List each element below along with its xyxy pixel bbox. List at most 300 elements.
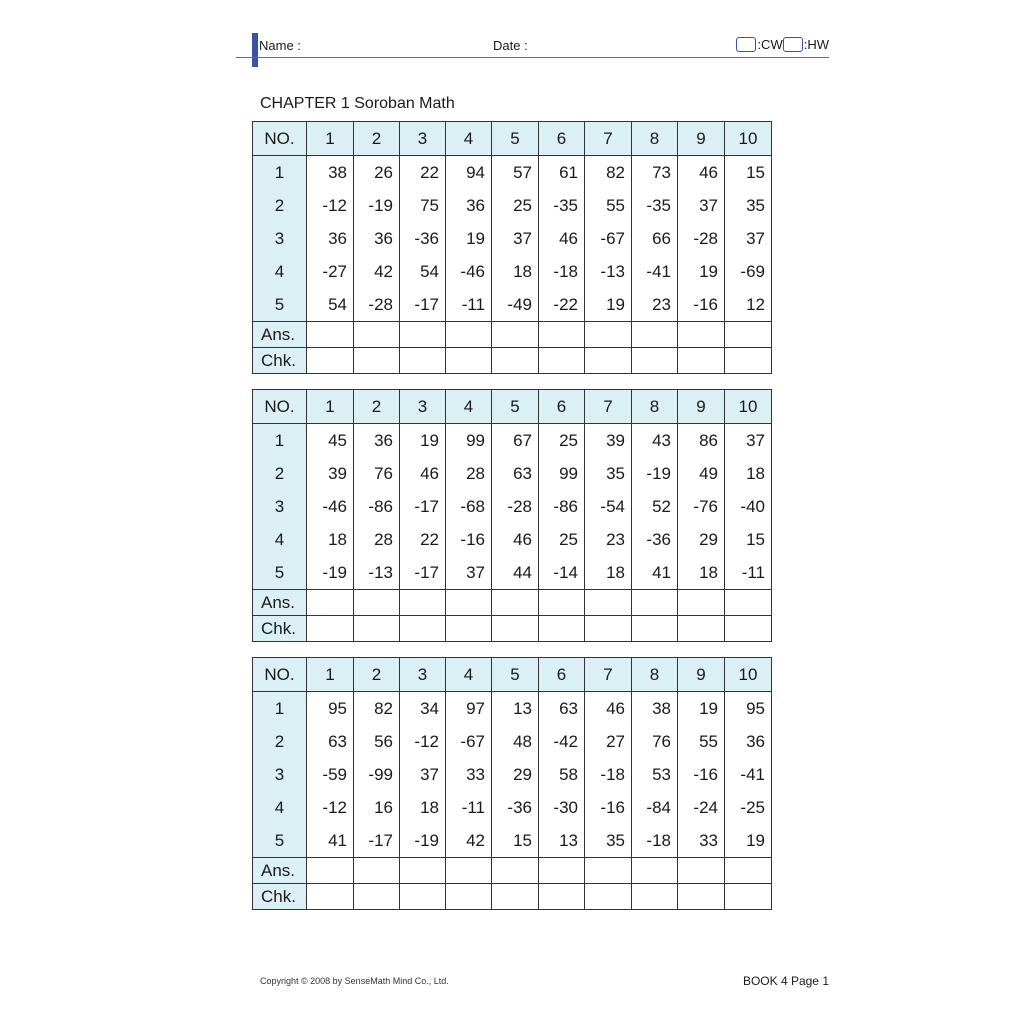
check-entry-cell[interactable]	[585, 884, 632, 910]
table-row	[253, 758, 772, 791]
value-cell: 41	[307, 824, 354, 858]
answer-entry-cell[interactable]	[585, 858, 632, 884]
header-rule	[236, 57, 829, 58]
answer-row	[253, 858, 772, 884]
check-entry-cell[interactable]	[307, 616, 354, 642]
column-header-cell: 6	[539, 122, 585, 156]
hw-checkbox[interactable]	[783, 37, 803, 52]
column-header-cell: 3	[400, 122, 446, 156]
value-cell: 58	[539, 758, 585, 791]
answer-entry-cell[interactable]	[307, 858, 354, 884]
hw-label: :HW	[803, 37, 829, 52]
value-cell: 63	[539, 692, 585, 726]
value-cell: 19	[446, 222, 492, 255]
table-row	[253, 288, 772, 322]
value-cell: 35	[585, 457, 632, 490]
check-entry-cell[interactable]	[354, 348, 400, 374]
row-number-cell: 2	[253, 189, 307, 222]
value-cell: -12	[400, 725, 446, 758]
value-cell: 23	[632, 288, 678, 322]
answer-entry-cell[interactable]	[632, 590, 678, 616]
value-cell: -42	[539, 725, 585, 758]
check-entry-cell[interactable]	[585, 616, 632, 642]
value-cell: 99	[539, 457, 585, 490]
chapter-title: CHAPTER 1 Soroban Math	[260, 95, 455, 112]
value-cell: 28	[446, 457, 492, 490]
value-cell: 18	[725, 457, 772, 490]
table-row	[253, 222, 772, 255]
answer-row	[253, 590, 772, 616]
answer-entry-cell[interactable]	[539, 590, 585, 616]
table-row	[253, 824, 772, 858]
answer-entry-cell[interactable]	[725, 858, 772, 884]
value-cell: -17	[400, 288, 446, 322]
value-cell: -28	[678, 222, 725, 255]
answer-entry-cell[interactable]	[725, 590, 772, 616]
value-cell: -18	[539, 255, 585, 288]
table-row	[253, 556, 772, 590]
check-entry-cell[interactable]	[446, 616, 492, 642]
column-header-cell: 3	[400, 390, 446, 424]
value-cell: 23	[585, 523, 632, 556]
table-row	[253, 490, 772, 523]
value-cell: 36	[725, 725, 772, 758]
value-cell: -13	[585, 255, 632, 288]
value-cell: -17	[354, 824, 400, 858]
row-number-cell: 5	[253, 288, 307, 322]
check-entry-cell[interactable]	[678, 884, 725, 910]
answer-entry-cell[interactable]	[446, 322, 492, 348]
check-entry-cell[interactable]	[400, 884, 446, 910]
value-cell: -46	[307, 490, 354, 523]
value-cell: 95	[307, 692, 354, 726]
answer-entry-cell[interactable]	[400, 858, 446, 884]
value-cell: 34	[400, 692, 446, 726]
answer-entry-cell[interactable]	[585, 590, 632, 616]
answer-entry-cell[interactable]	[446, 590, 492, 616]
column-header-cell: 8	[632, 122, 678, 156]
value-cell: 27	[585, 725, 632, 758]
value-cell: 18	[307, 523, 354, 556]
table-row	[253, 523, 772, 556]
column-header-cell: 7	[585, 122, 632, 156]
answer-entry-cell[interactable]	[725, 322, 772, 348]
column-header-cell: 5	[492, 122, 539, 156]
value-cell: 76	[354, 457, 400, 490]
value-cell: -12	[307, 189, 354, 222]
answer-entry-cell[interactable]	[492, 858, 539, 884]
value-cell: -41	[632, 255, 678, 288]
value-cell: -16	[585, 791, 632, 824]
table-row	[253, 424, 772, 458]
table-row	[253, 791, 772, 824]
check-entry-cell[interactable]	[725, 348, 772, 374]
header-accent-bar	[252, 33, 258, 67]
value-cell: -46	[446, 255, 492, 288]
check-entry-cell[interactable]	[632, 616, 678, 642]
table-header-row	[253, 390, 772, 424]
answer-entry-cell[interactable]	[678, 858, 725, 884]
value-cell: 42	[354, 255, 400, 288]
row-number-cell: 2	[253, 457, 307, 490]
table-row	[253, 189, 772, 222]
value-cell: 37	[725, 222, 772, 255]
check-entry-cell[interactable]	[492, 884, 539, 910]
answer-entry-cell[interactable]	[492, 322, 539, 348]
column-header-cell: 7	[585, 390, 632, 424]
column-header-cell: 10	[725, 390, 772, 424]
row-number-cell: 5	[253, 824, 307, 858]
value-cell: -36	[632, 523, 678, 556]
row-number-cell: 1	[253, 692, 307, 726]
table-row	[253, 692, 772, 726]
value-cell: 18	[400, 791, 446, 824]
check-entry-cell[interactable]	[400, 616, 446, 642]
value-cell: 97	[446, 692, 492, 726]
value-cell: 42	[446, 824, 492, 858]
row-number-cell: 2	[253, 725, 307, 758]
value-cell: -35	[539, 189, 585, 222]
value-cell: -19	[400, 824, 446, 858]
value-cell: -19	[307, 556, 354, 590]
value-cell: 39	[307, 457, 354, 490]
value-cell: -17	[400, 556, 446, 590]
check-row	[253, 616, 772, 642]
value-cell: 54	[400, 255, 446, 288]
column-header-cell: 6	[539, 390, 585, 424]
value-cell: 37	[446, 556, 492, 590]
answer-entry-cell[interactable]	[354, 322, 400, 348]
problem-table	[252, 657, 772, 910]
value-cell: -14	[539, 556, 585, 590]
answer-entry-cell[interactable]	[354, 858, 400, 884]
row-number-cell: 4	[253, 255, 307, 288]
value-cell: 95	[725, 692, 772, 726]
column-header-cell: 7	[585, 658, 632, 692]
check-entry-cell[interactable]	[492, 348, 539, 374]
check-entry-cell[interactable]	[725, 616, 772, 642]
name-label: Name :	[259, 38, 301, 53]
value-cell: -19	[632, 457, 678, 490]
check-row	[253, 884, 772, 910]
value-cell: -49	[492, 288, 539, 322]
value-cell: -17	[400, 490, 446, 523]
column-header-cell: 10	[725, 658, 772, 692]
value-cell: 22	[400, 523, 446, 556]
value-cell: -16	[678, 758, 725, 791]
value-cell: 53	[632, 758, 678, 791]
value-cell: 49	[678, 457, 725, 490]
value-cell: 15	[492, 824, 539, 858]
answer-entry-cell[interactable]	[354, 590, 400, 616]
column-header-cell: 4	[446, 122, 492, 156]
value-cell: -84	[632, 791, 678, 824]
answer-label-cell: Ans.	[253, 590, 307, 616]
value-cell: -28	[354, 288, 400, 322]
value-cell: -86	[354, 490, 400, 523]
value-cell: 94	[446, 156, 492, 190]
value-cell: -67	[585, 222, 632, 255]
value-cell: 46	[678, 156, 725, 190]
value-cell: 33	[678, 824, 725, 858]
row-number-cell: 3	[253, 222, 307, 255]
column-header-cell: 9	[678, 390, 725, 424]
page-header	[236, 33, 829, 58]
no-header-cell: NO.	[253, 658, 307, 692]
answer-entry-cell[interactable]	[400, 590, 446, 616]
column-header-cell: 2	[354, 122, 400, 156]
value-cell: 33	[446, 758, 492, 791]
value-cell: -59	[307, 758, 354, 791]
table-row	[253, 725, 772, 758]
table-row	[253, 255, 772, 288]
value-cell: 16	[354, 791, 400, 824]
check-entry-cell[interactable]	[632, 884, 678, 910]
value-cell: -76	[678, 490, 725, 523]
value-cell: 35	[725, 189, 772, 222]
value-cell: 19	[585, 288, 632, 322]
value-cell: -36	[492, 791, 539, 824]
value-cell: -22	[539, 288, 585, 322]
value-cell: -35	[632, 189, 678, 222]
value-cell: -69	[725, 255, 772, 288]
value-cell: -18	[632, 824, 678, 858]
value-cell: 76	[632, 725, 678, 758]
value-cell: 36	[307, 222, 354, 255]
value-cell: 38	[307, 156, 354, 190]
row-number-cell: 3	[253, 490, 307, 523]
value-cell: 73	[632, 156, 678, 190]
answer-entry-cell[interactable]	[632, 322, 678, 348]
answer-entry-cell[interactable]	[492, 590, 539, 616]
check-entry-cell[interactable]	[632, 348, 678, 374]
value-cell: 37	[725, 424, 772, 458]
check-label-cell: Chk.	[253, 616, 307, 642]
value-cell: 54	[307, 288, 354, 322]
value-cell: 19	[678, 255, 725, 288]
table-row	[253, 156, 772, 190]
check-label-cell: Chk.	[253, 348, 307, 374]
check-entry-cell[interactable]	[307, 348, 354, 374]
answer-entry-cell[interactable]	[585, 322, 632, 348]
value-cell: 19	[725, 824, 772, 858]
value-cell: 38	[632, 692, 678, 726]
check-entry-cell[interactable]	[400, 348, 446, 374]
problem-table	[252, 389, 772, 642]
no-header-cell: NO.	[253, 122, 307, 156]
value-cell: 48	[492, 725, 539, 758]
answer-entry-cell[interactable]	[539, 858, 585, 884]
value-cell: -16	[446, 523, 492, 556]
check-entry-cell[interactable]	[678, 348, 725, 374]
check-entry-cell[interactable]	[539, 884, 585, 910]
answer-label-cell: Ans.	[253, 858, 307, 884]
check-entry-cell[interactable]	[539, 348, 585, 374]
value-cell: -16	[678, 288, 725, 322]
value-cell: 86	[678, 424, 725, 458]
date-label: Date :	[493, 38, 528, 53]
answer-label-cell: Ans.	[253, 322, 307, 348]
copyright-text: Copyright © 2008 by SenseMath Mind Co., Ltd.	[260, 976, 449, 986]
column-header-cell: 1	[307, 658, 354, 692]
column-header-cell: 5	[492, 658, 539, 692]
value-cell: 67	[492, 424, 539, 458]
value-cell: -13	[354, 556, 400, 590]
value-cell: -12	[307, 791, 354, 824]
value-cell: 46	[400, 457, 446, 490]
value-cell: 25	[539, 424, 585, 458]
check-row	[253, 348, 772, 374]
column-header-cell: 4	[446, 390, 492, 424]
row-number-cell: 4	[253, 791, 307, 824]
value-cell: 29	[492, 758, 539, 791]
value-cell: 66	[632, 222, 678, 255]
value-cell: 35	[585, 824, 632, 858]
value-cell: 46	[492, 523, 539, 556]
column-header-cell: 4	[446, 658, 492, 692]
value-cell: 28	[354, 523, 400, 556]
check-entry-cell[interactable]	[354, 884, 400, 910]
row-number-cell: 1	[253, 424, 307, 458]
value-cell: 13	[539, 824, 585, 858]
answer-entry-cell[interactable]	[678, 322, 725, 348]
answer-entry-cell[interactable]	[678, 590, 725, 616]
check-entry-cell[interactable]	[725, 884, 772, 910]
value-cell: 45	[307, 424, 354, 458]
answer-entry-cell[interactable]	[632, 858, 678, 884]
column-header-cell: 2	[354, 390, 400, 424]
check-label-cell: Chk.	[253, 884, 307, 910]
value-cell: -36	[400, 222, 446, 255]
value-cell: 37	[492, 222, 539, 255]
value-cell: -54	[585, 490, 632, 523]
check-entry-cell[interactable]	[446, 348, 492, 374]
value-cell: 18	[585, 556, 632, 590]
value-cell: -41	[725, 758, 772, 791]
value-cell: 18	[492, 255, 539, 288]
value-cell: 55	[585, 189, 632, 222]
value-cell: 19	[678, 692, 725, 726]
cw-label: :CW	[757, 37, 783, 52]
check-entry-cell[interactable]	[539, 616, 585, 642]
value-cell: 63	[307, 725, 354, 758]
value-cell: 56	[354, 725, 400, 758]
column-header-cell: 6	[539, 658, 585, 692]
column-header-cell: 1	[307, 122, 354, 156]
check-entry-cell[interactable]	[585, 348, 632, 374]
table-header-row	[253, 658, 772, 692]
value-cell: 36	[354, 222, 400, 255]
no-header-cell: NO.	[253, 390, 307, 424]
value-cell: 12	[725, 288, 772, 322]
row-number-cell: 1	[253, 156, 307, 190]
value-cell: -19	[354, 189, 400, 222]
value-cell: 46	[539, 222, 585, 255]
table-row	[253, 457, 772, 490]
column-header-cell: 2	[354, 658, 400, 692]
value-cell: -30	[539, 791, 585, 824]
value-cell: -40	[725, 490, 772, 523]
column-header-cell: 10	[725, 122, 772, 156]
value-cell: 55	[678, 725, 725, 758]
answer-entry-cell[interactable]	[307, 322, 354, 348]
column-header-cell: 5	[492, 390, 539, 424]
value-cell: 57	[492, 156, 539, 190]
table-header-row	[253, 122, 772, 156]
check-entry-cell[interactable]	[446, 884, 492, 910]
value-cell: 15	[725, 523, 772, 556]
answer-entry-cell[interactable]	[446, 858, 492, 884]
classwork-homework-options	[736, 37, 829, 52]
check-entry-cell[interactable]	[354, 616, 400, 642]
problem-table	[252, 121, 772, 374]
value-cell: 82	[585, 156, 632, 190]
check-entry-cell[interactable]	[492, 616, 539, 642]
value-cell: -27	[307, 255, 354, 288]
value-cell: -25	[725, 791, 772, 824]
value-cell: -11	[725, 556, 772, 590]
column-header-cell: 8	[632, 390, 678, 424]
value-cell: 52	[632, 490, 678, 523]
value-cell: 26	[354, 156, 400, 190]
value-cell: -24	[678, 791, 725, 824]
value-cell: -67	[446, 725, 492, 758]
value-cell: 18	[678, 556, 725, 590]
page-number: BOOK 4 Page 1	[742, 974, 829, 988]
value-cell: 15	[725, 156, 772, 190]
check-entry-cell[interactable]	[678, 616, 725, 642]
value-cell: -68	[446, 490, 492, 523]
value-cell: 46	[585, 692, 632, 726]
value-cell: 41	[632, 556, 678, 590]
answer-entry-cell[interactable]	[400, 322, 446, 348]
value-cell: 82	[354, 692, 400, 726]
value-cell: -99	[354, 758, 400, 791]
value-cell: -11	[446, 288, 492, 322]
row-number-cell: 4	[253, 523, 307, 556]
answer-entry-cell[interactable]	[307, 590, 354, 616]
column-header-cell: 9	[678, 122, 725, 156]
column-header-cell: 9	[678, 658, 725, 692]
value-cell: 37	[400, 758, 446, 791]
answer-row	[253, 322, 772, 348]
value-cell: 22	[400, 156, 446, 190]
answer-entry-cell[interactable]	[539, 322, 585, 348]
value-cell: 39	[585, 424, 632, 458]
value-cell: 63	[492, 457, 539, 490]
value-cell: 36	[446, 189, 492, 222]
column-header-cell: 1	[307, 390, 354, 424]
cw-checkbox[interactable]	[736, 37, 756, 52]
value-cell: -86	[539, 490, 585, 523]
value-cell: 61	[539, 156, 585, 190]
value-cell: 75	[400, 189, 446, 222]
value-cell: -28	[492, 490, 539, 523]
value-cell: 44	[492, 556, 539, 590]
value-cell: 37	[678, 189, 725, 222]
row-number-cell: 3	[253, 758, 307, 791]
value-cell: 99	[446, 424, 492, 458]
value-cell: 25	[492, 189, 539, 222]
column-header-cell: 8	[632, 658, 678, 692]
value-cell: 25	[539, 523, 585, 556]
check-entry-cell[interactable]	[307, 884, 354, 910]
row-number-cell: 5	[253, 556, 307, 590]
value-cell: -18	[585, 758, 632, 791]
value-cell: 36	[354, 424, 400, 458]
value-cell: 29	[678, 523, 725, 556]
value-cell: 19	[400, 424, 446, 458]
